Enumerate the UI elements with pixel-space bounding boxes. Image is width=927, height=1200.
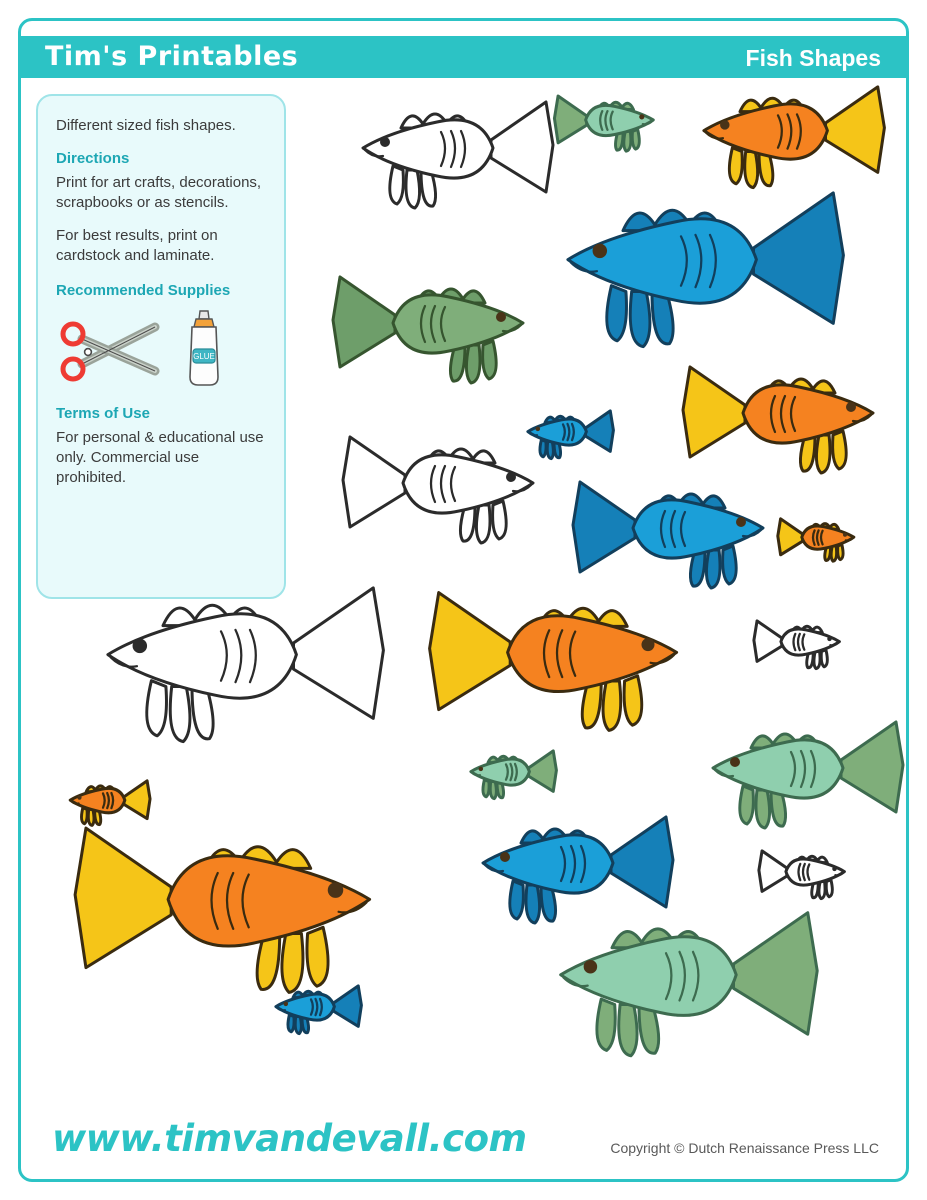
fish-orange-large-bottom	[75, 828, 370, 992]
directions-text: Print for art crafts, decorations, scrapbooks or as stencils.	[56, 173, 262, 211]
fish-svg-canvas	[21, 80, 906, 1100]
glue-label: GLUE	[193, 351, 215, 361]
site-url: www.timvandevall.com	[52, 1117, 527, 1160]
fish-orange-center	[430, 593, 677, 731]
copyright-text: Copyright © Dutch Renaissance Press LLC	[610, 1140, 879, 1156]
terms-text: For personal & educational use only. Commercial use prohibited.	[56, 428, 264, 486]
fish-blue-tiny-mid	[528, 411, 614, 459]
fish-orange-tiny-right	[778, 519, 854, 561]
page-title: Fish Shapes	[745, 45, 881, 71]
fish-blue-lower-center	[483, 817, 673, 923]
fish-green-tiny-center	[471, 751, 557, 799]
fish-green-small-top	[554, 96, 653, 151]
brand-title: Tim's Printables	[45, 41, 299, 72]
directions-note: For best results, print on cardstock and laminate.	[56, 227, 218, 265]
supplies-heading: Recommended Supplies	[56, 281, 231, 299]
fish-outline-small-right	[754, 621, 840, 669]
fish-outline-top	[363, 102, 553, 208]
fish-orange-tiny-left	[70, 781, 150, 826]
directions-heading: Directions	[56, 149, 130, 167]
fish-green-mid-left	[333, 277, 523, 383]
fish-green-bottom-right	[561, 913, 818, 1056]
fish-outline-small-lower-right	[759, 851, 845, 899]
fish-blue-large	[568, 193, 844, 347]
intro-text: Different sized fish shapes.	[56, 117, 236, 134]
fish-outline-mid-left	[343, 437, 533, 543]
fish-green-right	[713, 722, 903, 828]
fish-outline-large-left	[108, 588, 384, 742]
fish-orange-top-right	[704, 87, 885, 188]
fish-orange-right-mid	[683, 367, 873, 473]
fish-shapes-area	[21, 80, 906, 1100]
terms-heading: Terms of Use	[56, 404, 150, 422]
fish-blue-mid-right	[573, 482, 763, 588]
